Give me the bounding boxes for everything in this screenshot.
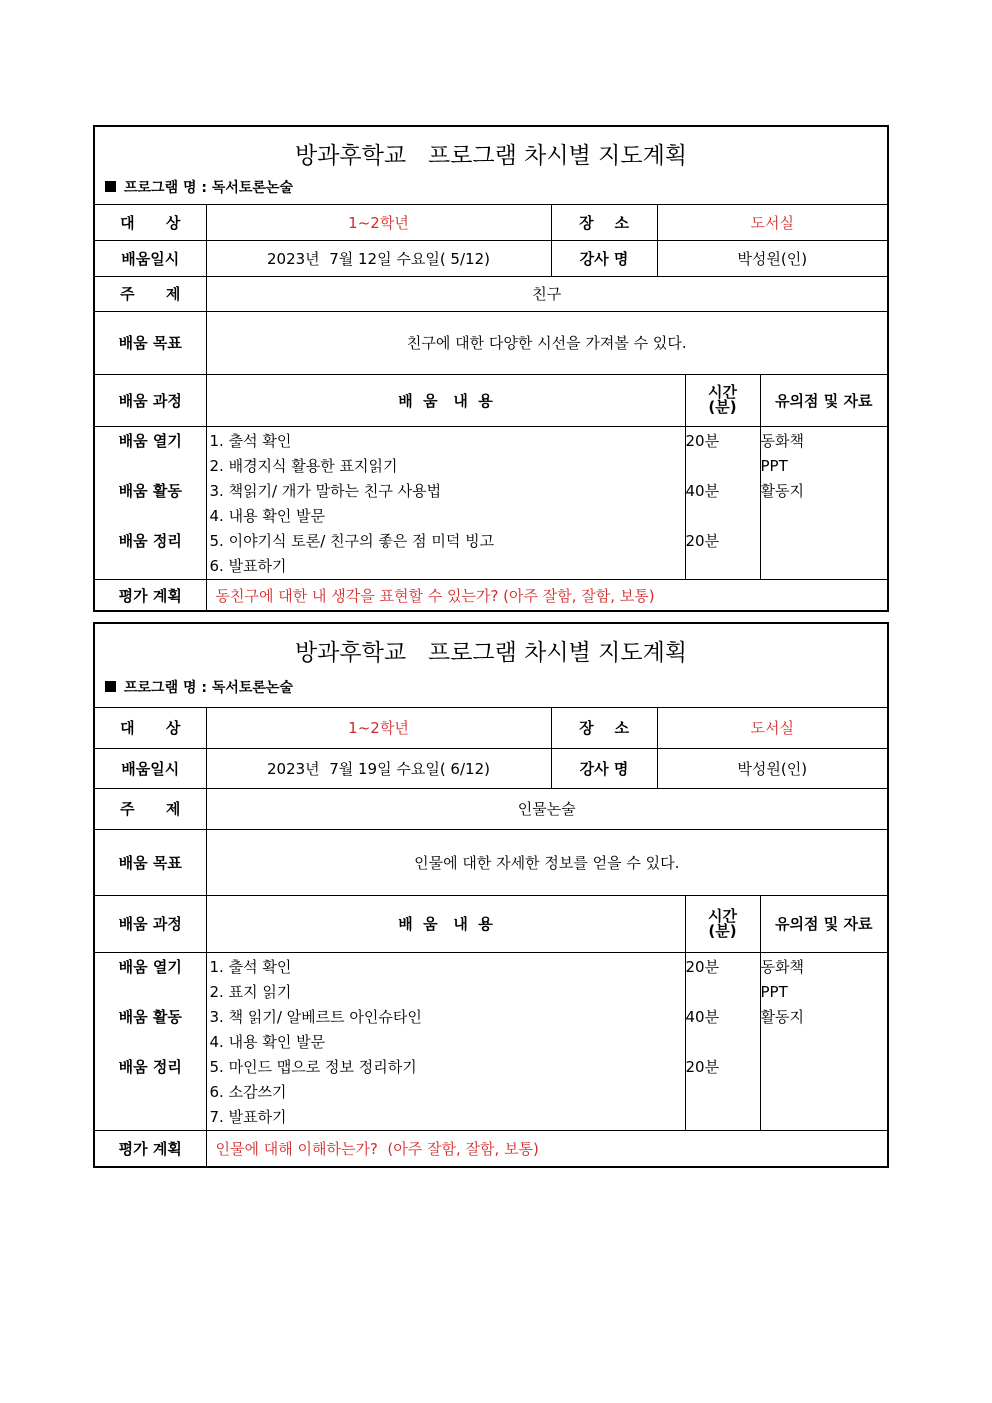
step-item: 4. 내용 확인 발문 xyxy=(209,1032,326,1051)
time-header-line2: (분) xyxy=(708,921,737,940)
topic-value: 친구 xyxy=(206,276,887,311)
step-item: 3. 책읽기/ 개가 말하는 친구 사용법 xyxy=(209,481,442,500)
goal-label: 배움 목표 xyxy=(95,311,206,374)
topic-label: 주 제 xyxy=(95,276,206,311)
step-item: 4. 내용 확인 발문 xyxy=(209,506,326,525)
materials-header: 유의점 및 자료 xyxy=(760,374,887,426)
step-item: 5. 마인드 맵으로 정보 정리하기 xyxy=(209,1057,417,1076)
place-value: 도서실 xyxy=(657,205,887,240)
steps-cell xyxy=(206,952,685,1130)
process-header: 배움 과정 xyxy=(95,374,206,426)
date-label: 배움일시 xyxy=(95,748,206,788)
date-value: 2023년 7월 19일 수요일( 6/12) xyxy=(206,748,551,788)
time-header xyxy=(685,895,760,952)
goal-value: 인물에 대한 자세한 정보를 얻을 수 있다. xyxy=(206,829,887,895)
steps-cell xyxy=(206,426,685,579)
content-header: 배 움 내 용 xyxy=(206,374,685,426)
topic-value: 인물논술 xyxy=(206,788,887,829)
materials-cell xyxy=(760,426,887,579)
time-value: 20분 xyxy=(685,531,720,550)
material-item: PPT xyxy=(760,456,788,475)
step-item: 6. 발표하기 xyxy=(209,556,287,575)
time-value: 40분 xyxy=(685,1007,720,1026)
plan-header xyxy=(95,624,887,708)
material-item: 활동지 xyxy=(760,481,804,500)
phase-label: 배움 활동 xyxy=(118,1007,182,1026)
time-value: 40분 xyxy=(685,481,720,500)
eval-label: 평가 계획 xyxy=(95,1130,206,1167)
step-item: 7. 발표하기 xyxy=(209,1107,287,1126)
date-label: 배움일시 xyxy=(95,240,206,276)
plan-title: 방과후학교 프로그램 차시별 지도계획 xyxy=(294,143,688,169)
square-bullet-icon xyxy=(105,181,116,192)
material-item: 동화책 xyxy=(760,431,804,450)
step-item: 2. 배경지식 활용한 표지읽기 xyxy=(209,456,398,475)
target-value: 1~2학년 xyxy=(206,708,551,748)
time-value: 20분 xyxy=(685,1057,720,1076)
teacher-label: 강사 명 xyxy=(551,240,657,276)
phase-label: 배움 정리 xyxy=(118,531,182,550)
place-label: 장 소 xyxy=(551,205,657,240)
target-label: 대 상 xyxy=(95,205,206,240)
material-item: PPT xyxy=(760,982,788,1001)
teacher-label: 강사 명 xyxy=(551,748,657,788)
plan-header xyxy=(95,127,887,205)
step-item: 3. 책 읽기/ 알베르트 아인슈타인 xyxy=(209,1007,422,1026)
phase-label: 배움 정리 xyxy=(118,1057,182,1076)
time-header xyxy=(685,374,760,426)
material-item: 동화책 xyxy=(760,957,804,976)
topic-label: 주 제 xyxy=(95,788,206,829)
content-header: 배 움 내 용 xyxy=(206,895,685,952)
step-item: 2. 표지 읽기 xyxy=(209,982,292,1001)
target-label: 대 상 xyxy=(95,708,206,748)
step-item: 6. 소감쓰기 xyxy=(209,1082,287,1101)
materials-cell xyxy=(760,952,887,1130)
target-value: 1~2학년 xyxy=(206,205,551,240)
goal-label: 배움 목표 xyxy=(95,829,206,895)
plan-title: 방과후학교 프로그램 차시별 지도계획 xyxy=(294,640,688,666)
material-item: 활동지 xyxy=(760,1007,804,1026)
step-item: 1. 출석 확인 xyxy=(209,431,292,450)
time-header-line1: 시간 xyxy=(708,906,737,925)
place-value: 도서실 xyxy=(657,708,887,748)
eval-label: 평가 계획 xyxy=(95,579,206,612)
time-cell xyxy=(685,426,760,579)
time-header-line1: 시간 xyxy=(708,383,737,401)
eval-value: 동친구에 대한 내 생각을 표현할 수 있는가? (아주 잘함, 잘함, 보통) xyxy=(206,579,887,612)
phase-label: 배움 열기 xyxy=(118,431,182,450)
phase-cell xyxy=(95,952,206,1130)
phase-label: 배움 활동 xyxy=(118,481,182,500)
eval-value: 인물에 대해 이해하는가? (아주 잘함, 잘함, 보통) xyxy=(206,1130,887,1167)
date-value: 2023년 7월 12일 수요일( 5/12) xyxy=(206,240,551,276)
phase-cell xyxy=(95,426,206,579)
square-bullet-icon xyxy=(105,681,116,692)
time-value: 20분 xyxy=(685,431,720,450)
lesson-plan-2 xyxy=(93,622,889,1168)
process-header: 배움 과정 xyxy=(95,895,206,952)
materials-header: 유의점 및 자료 xyxy=(760,895,887,952)
program-name-text: 프로그램 명 : 독서토론논술 xyxy=(124,180,293,196)
step-item: 5. 이야기식 토론/ 친구의 좋은 점 미덕 빙고 xyxy=(209,531,495,550)
program-name xyxy=(105,677,293,697)
step-item: 1. 출석 확인 xyxy=(209,957,292,976)
program-name xyxy=(105,177,293,197)
place-label: 장 소 xyxy=(551,708,657,748)
teacher-value: 박성원(인) xyxy=(657,240,887,276)
lesson-plan-1 xyxy=(93,125,889,612)
plan-table xyxy=(95,205,887,612)
time-cell xyxy=(685,952,760,1130)
time-header-line2: (분) xyxy=(708,398,737,416)
phase-label: 배움 열기 xyxy=(118,957,182,976)
time-value: 20분 xyxy=(685,957,720,976)
program-name-text: 프로그램 명 : 독서토론논술 xyxy=(124,680,293,696)
plan-table xyxy=(95,708,887,1167)
teacher-value: 박성원(인) xyxy=(657,748,887,788)
goal-value: 친구에 대한 다양한 시선을 가져볼 수 있다. xyxy=(206,311,887,374)
